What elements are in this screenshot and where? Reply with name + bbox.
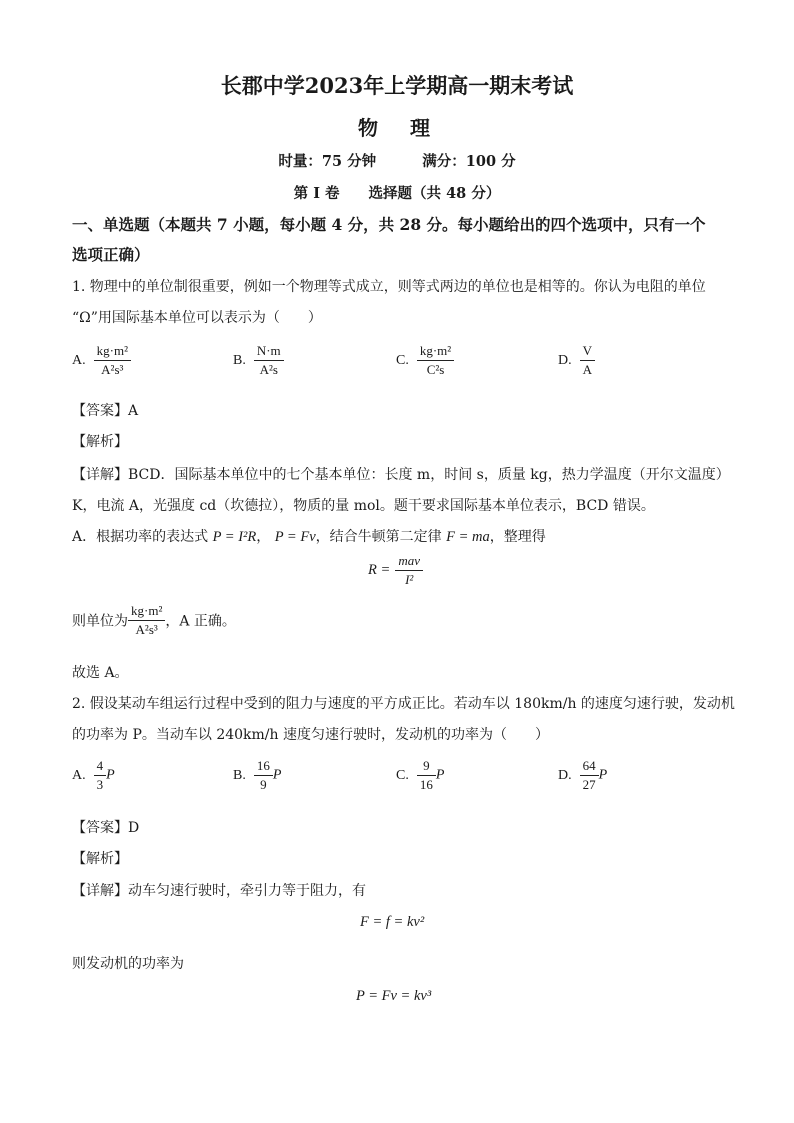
option-tail: P <box>106 767 115 783</box>
option-label: D. <box>558 352 572 368</box>
section-heading-line1: 一、单选题（本题共 7 小题，每小题 4 分，共 28 分。每小题给出的四个选项中，只有一个 <box>72 215 706 234</box>
option-numerator: kg·m² <box>94 343 131 361</box>
option-denominator: C²s <box>426 362 445 377</box>
unit-prefix: 则单位为 <box>72 613 128 630</box>
q1-detail-line3: A．根据功率的表达式 P = I²R， P = Fv，结合牛顿第二定律 F = ma，整理得 <box>72 529 546 545</box>
option-denominator: A²s³ <box>101 362 124 377</box>
option-numerator: 9 <box>417 758 436 776</box>
q1-stem-line2: “Ω”用国际基本单位可以表示为（ ） <box>72 310 322 326</box>
q2-option-d <box>558 758 607 793</box>
q2-stem-line2: 的功率为 P。当动车以 240km/h 速度匀速行驶时，发动机的功率为（ ） <box>72 727 549 743</box>
option-label: A. <box>72 352 86 368</box>
q1-unit-line <box>72 603 236 638</box>
q1-analysis-label: 【解析】 <box>72 434 128 450</box>
option-label: D. <box>558 767 572 783</box>
resistance-equation <box>368 553 423 588</box>
engine-power-equation: P = Fv = kv³ <box>356 988 432 1004</box>
unit-suffix: ，A 正确。 <box>165 613 236 630</box>
q2-option-a <box>72 758 115 793</box>
option-numerator: V <box>580 343 595 361</box>
equation-denominator: I² <box>405 572 414 587</box>
q2-option-c <box>396 758 444 793</box>
q1-conclusion: 故选 A。 <box>72 665 129 681</box>
q1-stem-line1: 1. 物理中的单位制很重要，例如一个物理等式成立，则等式两边的单位也是相等的。你认为电阻的单位 <box>72 279 706 295</box>
traction-equation: F = f = kv² <box>360 914 425 930</box>
power-velocity-formula: P = Fv <box>274 529 316 545</box>
q2-detail-line1: 【详解】动车匀速行驶时，牵引力等于阻力，有 <box>72 883 366 899</box>
q1-answer: 【答案】A <box>72 403 139 419</box>
option-tail: P <box>272 767 282 783</box>
option-label: B. <box>233 767 246 783</box>
equation-lhs: R = <box>368 562 391 578</box>
q2-detail-line2: 则发动机的功率为 <box>72 956 184 972</box>
option-denominator: 16 <box>419 777 433 792</box>
q2-analysis-label: 【解析】 <box>72 851 128 867</box>
option-label: C. <box>396 767 409 783</box>
option-tail: P <box>435 767 445 783</box>
option-numerator: kg·m² <box>417 343 454 361</box>
q2-option-b <box>233 758 281 793</box>
q1-option-c <box>396 343 454 378</box>
option-denominator: 3 <box>96 777 104 792</box>
option-denominator: 9 <box>260 777 267 792</box>
exam-title: 长郡中学2023年上学期高一期末考试 <box>220 73 574 98</box>
power-formula: P = I²R <box>212 529 257 545</box>
score-label: 满分：100 分 <box>422 153 516 170</box>
q1-detail-text: ，整理得 <box>489 529 546 545</box>
option-denominator: A²s <box>259 362 278 377</box>
time-label: 时量：75 分钟 <box>278 153 377 170</box>
q1-detail-text: A．根据功率的表达式 <box>72 529 209 545</box>
part-title: 第 I 卷 选择题（共 48 分） <box>293 185 501 202</box>
option-numerator: 16 <box>254 758 273 776</box>
q2-answer: 【答案】D <box>72 820 140 836</box>
q2-stem-line1: 2. 假设某动车组运行过程中受到的阻力与速度的平方成正比。若动车以 180km/h 的速度匀速行驶，发动机 <box>72 696 735 712</box>
option-label: B. <box>233 352 246 368</box>
option-tail: P <box>598 767 608 783</box>
q1-option-b <box>233 343 284 378</box>
subject-title: 物 理 <box>358 116 436 140</box>
exam-meta <box>0 150 794 171</box>
section-heading-line2: 选项正确） <box>72 245 150 264</box>
option-numerator: N·m <box>254 343 284 361</box>
q1-option-d <box>558 343 595 378</box>
option-label: C. <box>396 352 409 368</box>
unit-denominator: A²s³ <box>135 622 158 637</box>
option-denominator: A <box>582 362 593 377</box>
option-numerator: 4 <box>94 758 107 776</box>
newton-formula: F = ma <box>446 529 490 545</box>
equation-numerator: mav <box>395 553 423 571</box>
option-label: A. <box>72 767 86 783</box>
unit-numerator: kg·m² <box>128 603 165 621</box>
option-numerator: 64 <box>580 758 599 776</box>
q1-detail-line2: K，电流 A，光强度 cd（坎德拉），物质的量 mol。题干要求国际基本单位表示，BCD 错误。 <box>72 498 655 514</box>
option-denominator: 27 <box>582 777 596 792</box>
q1-detail-text: ，结合牛顿第二定律 <box>315 529 442 545</box>
q1-option-a <box>72 343 131 378</box>
q1-detail-line1: 【详解】BCD．国际基本单位中的七个基本单位：长度 m，时间 s，质量 kg，热力学温度（开尔文温度） <box>72 467 730 483</box>
